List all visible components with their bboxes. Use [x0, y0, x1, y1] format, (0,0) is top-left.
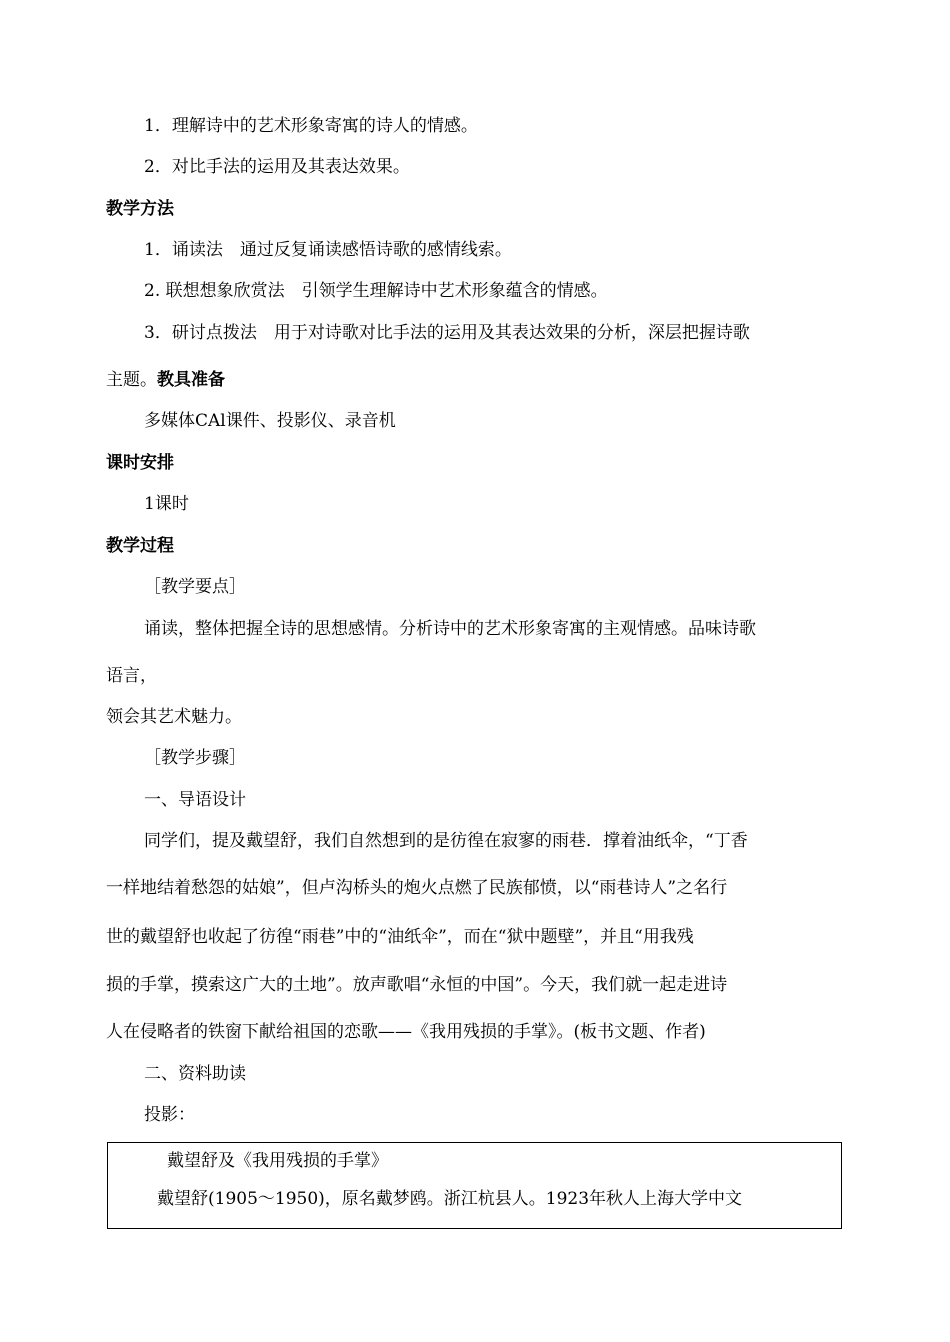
method-item-2: 2. 联想想象欣赏法 引领学生理解诗中艺术形象蕴含的情感。 [144, 281, 608, 301]
key-points-line-3: 领会其艺术魅力。 [106, 707, 242, 727]
heading-tools: 教具准备 [157, 370, 225, 390]
tools-text: 多媒体CAl课件、投影仪、录音机 [144, 411, 396, 431]
step1-line-2: 一样地结着愁怨的姑娘”，但卢沟桥头的炮火点燃了民族郁愤，以“雨巷诗人”之名行 [106, 878, 728, 898]
heading-process: 教学过程 [106, 536, 174, 556]
steps-label: ［教学步骤］ [144, 748, 246, 768]
method-item-3: 3．研讨点拨法 用于对诗歌对比手法的运用及其表达效果的分析，深层把握诗歌 [144, 323, 750, 343]
key-points-label: ［教学要点］ [144, 577, 246, 597]
key-points-line-1: 诵读，整体把握全诗的思想感情。分析诗中的艺术形象寄寓的主观情感。品味诗歌 [144, 619, 756, 639]
method-item-3-cont-text: 主题。 [106, 370, 157, 390]
box-text: 戴望舒(1905～1950)，原名戴梦鸥。浙江杭县人。1923年秋人上海大学中文 [157, 1189, 743, 1209]
difficulty-item-2: 2．对比手法的运用及其表达效果。 [144, 157, 410, 177]
step1-line-3: 世的戴望舒也收起了彷徨“雨巷”中的“油纸伞”，而在“狱中题壁”，并且“用我残 [106, 927, 694, 947]
key-points-line-2: 语言， [106, 666, 157, 686]
projection-box [107, 1142, 842, 1229]
step1-line-5: 人在侵略者的铁窗下献给祖国的恋歌——《我用残损的手掌》。(板书文题、作者) [106, 1022, 706, 1042]
step2-title: 二、资料助读 [144, 1064, 246, 1084]
projection-label: 投影： [144, 1105, 195, 1125]
heading-schedule: 课时安排 [106, 453, 174, 473]
heading-methods: 教学方法 [106, 199, 174, 219]
box-title: 戴望舒及《我用残损的手掌》 [167, 1151, 388, 1171]
schedule-text: 1课时 [144, 494, 189, 514]
step1-title: 一、导语设计 [144, 790, 246, 810]
method-item-1: 1．诵读法 通过反复诵读感悟诗歌的感情线索。 [144, 240, 512, 260]
step1-line-4: 损的手掌，摸索这广大的土地”。放声歌唱“永恒的中国”。今天，我们就一起走进诗 [106, 975, 728, 995]
difficulty-item-1: 1．理解诗中的艺术形象寄寓的诗人的情感。 [144, 116, 478, 136]
step1-line-1: 同学们，提及戴望舒，我们自然想到的是彷徨在寂寥的雨巷．撑着油纸伞，“丁香 [144, 831, 748, 851]
method-item-3-continuation [106, 368, 225, 392]
